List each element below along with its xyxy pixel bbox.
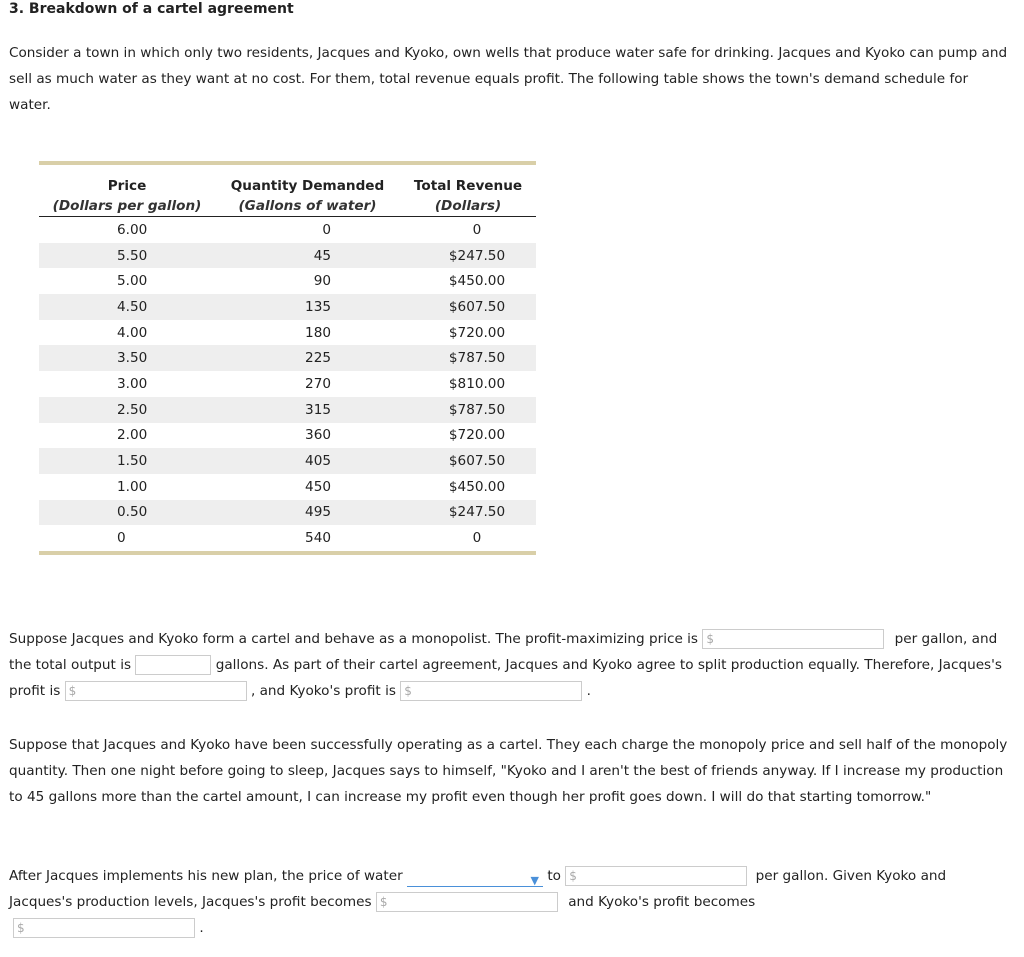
chevron-down-icon: ▼ [530, 873, 539, 887]
text: Suppose Jacques and Kyoko form a cartel and behave as a monopolist. The profit-maximizing price is [9, 631, 703, 647]
col-header: Total Revenue [413, 177, 523, 194]
col-subheader: (Dollars per gallon) [39, 196, 215, 217]
price-cell: 1.00 [117, 478, 148, 495]
price-input[interactable]: $ [702, 629, 884, 649]
price-cell: 0 [117, 530, 126, 547]
revenue-cell: 0 [472, 221, 482, 238]
jacques-profit-input[interactable]: $ [65, 681, 247, 701]
table-row [39, 243, 536, 269]
price-cell: 3.00 [117, 375, 148, 392]
demand-schedule-table [39, 161, 536, 555]
quantity-cell: 450 [305, 478, 331, 495]
quantity-cell: 495 [215, 500, 400, 526]
text: to [543, 868, 566, 884]
cartel-question [9, 626, 1009, 704]
table-row [39, 500, 536, 526]
revenue-cell: $720.00 [448, 324, 506, 341]
quantity-cell: 180 [305, 324, 331, 341]
revenue-cell: $450.00 [448, 273, 506, 290]
quantity-cell: 270 [305, 375, 331, 392]
text: and Kyoko's profit becomes [563, 894, 756, 910]
intro-text: Consider a town in which only two residents, Jacques and Kyoko, own wells that produce water safe for drinking. Jacques and Kyoko can pump and sell as much water as they want at no cost. For them, total revenue equals profit. The following table shows the town's demand schedule for water. [9, 45, 1008, 113]
table-row [39, 371, 536, 397]
scenario-text: Suppose that Jacques and Kyoko have been successfully operating as a cartel. They each charge the monopoly price and sell half of the monopoly quantity. Then one night before going to sleep, Jacques says to himself, "Kyoko and I aren't the best of friends anyway. If I increase my production to 45 gallons more than the cartel amount, I can increase my profit even though her profit goes down. I will do that starting tomorrow." [9, 737, 1008, 805]
text: After Jacques implements his new plan, the price of water [9, 868, 407, 884]
table-row [39, 268, 536, 294]
price-cell: 5.00 [117, 273, 148, 290]
quantity-cell: 315 [215, 397, 400, 423]
col-header: Quantity Demanded [230, 177, 385, 194]
question-title: 3. Breakdown of a cartel agreement [9, 1, 294, 17]
text: gallons. As part of their cartel agreement, Jacques and Kyoko agree to split production equally. Therefore, Jacques's profit is [9, 657, 1002, 699]
revenue-cell: 0 [472, 530, 482, 547]
price-cell: 1.50 [39, 448, 215, 474]
kyoko-new-profit-input[interactable]: $ [13, 918, 195, 938]
quantity-cell: 45 [215, 243, 400, 269]
text: , and Kyoko's profit is [246, 683, 401, 699]
price-change-dropdown[interactable] [407, 866, 543, 887]
table-row [39, 448, 536, 474]
quantity-cell: 225 [215, 345, 400, 371]
output-input[interactable] [135, 655, 211, 675]
table-row [39, 345, 536, 371]
revenue-cell: $720.00 [448, 427, 506, 444]
price-cell: 4.50 [39, 294, 215, 320]
revenue-cell: $607.50 [400, 294, 536, 320]
table-row [39, 474, 536, 500]
table-row [39, 423, 536, 449]
quantity-cell: 540 [305, 530, 331, 547]
quantity-cell: 135 [215, 294, 400, 320]
quantity-cell: 90 [313, 273, 331, 290]
table-row [39, 320, 536, 346]
revenue-cell: $450.00 [448, 478, 506, 495]
kyoko-profit-input[interactable]: $ [400, 681, 582, 701]
quantity-cell: 0 [322, 221, 331, 238]
text: per gallon. Given Kyoko and Jacques's production levels, Jacques's profit becomes [9, 868, 947, 910]
col-subheader: (Dollars) [400, 196, 536, 217]
revenue-cell: $810.00 [448, 375, 506, 392]
deviation-question [9, 863, 969, 941]
quantity-cell: 405 [215, 448, 400, 474]
text: . [582, 683, 591, 699]
revenue-cell: $787.50 [400, 397, 536, 423]
price-cell: 3.50 [39, 345, 215, 371]
revenue-cell: $247.50 [400, 243, 536, 269]
price-cell: 2.00 [117, 427, 148, 444]
price-cell: 2.50 [39, 397, 215, 423]
text: per gallon, and the total output is [9, 631, 998, 673]
price-cell: 5.50 [39, 243, 215, 269]
price-cell: 4.00 [117, 324, 148, 341]
revenue-cell: $787.50 [400, 345, 536, 371]
revenue-cell: $607.50 [400, 448, 536, 474]
revenue-cell: $247.50 [400, 500, 536, 526]
new-price-input[interactable]: $ [565, 866, 747, 886]
text: . [195, 920, 204, 936]
price-cell: 6.00 [117, 221, 148, 238]
table-row [39, 217, 536, 243]
table-row [39, 294, 536, 320]
table-row [39, 397, 536, 423]
quantity-cell: 360 [305, 427, 331, 444]
col-header: Price [107, 177, 147, 194]
price-cell: 0.50 [39, 500, 215, 526]
jacques-new-profit-input[interactable]: $ [376, 892, 558, 912]
table-row [39, 525, 536, 553]
col-subheader: (Gallons of water) [215, 196, 400, 217]
